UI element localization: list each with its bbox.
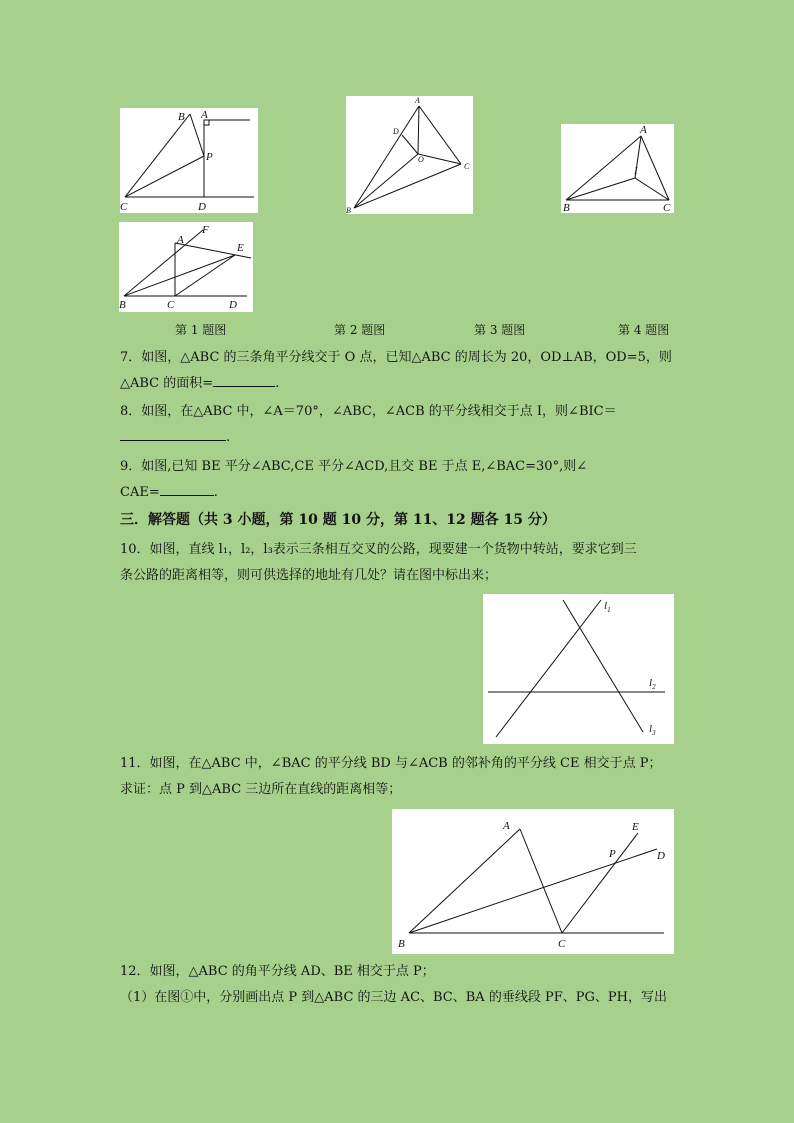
figure-1-diagram <box>120 108 258 213</box>
fig11-label-b: B <box>398 938 405 950</box>
q8-line-1: 8．如图，在△ABC 中，∠A＝70°，∠ABC，∠ACB 的平分线相交于点 I，则∠BIC＝ <box>120 404 617 419</box>
q8-line-2-end: . <box>226 430 231 445</box>
figure-4-diagram <box>119 222 253 312</box>
figure-4 <box>119 222 253 312</box>
fig4-label-e: E <box>237 242 244 254</box>
q9-line-1: 9．如图,已知 BE 平分∠ABC,CE 平分∠ACD,且交 BE 于点 E,∠BAC=30°,则∠ <box>120 459 588 474</box>
fig4-label-f: F <box>202 224 209 236</box>
q9-answer-blank[interactable] <box>160 481 214 496</box>
figure-2-diagram <box>346 96 473 214</box>
fig3-label-i: I <box>634 165 638 177</box>
fig11-label-a: A <box>503 820 510 832</box>
fig10-label-l2: $l_2$ <box>649 677 656 691</box>
figure-10-diagram <box>483 594 674 744</box>
figure-1 <box>120 108 258 213</box>
fig1-label-p: P <box>206 151 213 163</box>
q9-line-2-text: CAE= <box>120 485 160 500</box>
figure-11 <box>392 809 674 954</box>
fig1-label-b: B <box>178 111 185 123</box>
caption-fig-3: 第 3 题图 <box>474 323 526 337</box>
fig3-label-b: B <box>563 202 570 213</box>
figure-3 <box>561 124 674 213</box>
fig11-label-e: E <box>632 821 639 833</box>
fig2-label-o: O <box>418 155 424 164</box>
q9-line-2 <box>120 480 680 506</box>
fig4-label-b: B <box>119 299 126 311</box>
fig4-label-a: A <box>177 234 184 246</box>
fig10-label-l3: $l_3$ <box>649 723 656 737</box>
caption-fig-1: 第 1 题图 <box>175 323 227 337</box>
q9-line-2-end: . <box>213 485 218 500</box>
figure-3-diagram <box>561 124 674 213</box>
q10-line-2: 条公路的距离相等，则可供选择的地址有几处？请在图中标出来； <box>120 568 498 583</box>
figure-10 <box>483 594 674 744</box>
q8-answer-blank[interactable] <box>120 426 226 441</box>
fig10-label-l1: $l_1$ <box>604 600 611 614</box>
fig2-label-c: C <box>464 162 470 171</box>
q12-line-2: （1）在图①中，分别画出点 P 到△ABC 的三边 AC、BC、BA 的垂线段 PF、PG、PH，写出 <box>120 990 667 1005</box>
fig11-label-d: D <box>657 850 665 862</box>
section-3-heading: 三．解答题（共 3 小题，第 10 题 10 分，第 11、12 题各 15 分） <box>120 512 556 528</box>
q7-line-1: 7．如图，△ABC 的三条角平分线交于 O 点，已知△ABC 的周长为 20，OD⊥AB，OD=5，则 <box>120 350 672 365</box>
q7-line-2-text: △ABC 的面积= <box>120 376 214 391</box>
caption-fig-4: 第 4 题图 <box>618 323 670 337</box>
caption-fig-2: 第 2 题图 <box>334 323 386 337</box>
fig4-label-d: D <box>229 299 237 311</box>
fig1-label-d: D <box>198 201 206 213</box>
q7-answer-blank[interactable] <box>213 372 275 387</box>
figure-2 <box>346 96 473 214</box>
q8-line-2 <box>120 425 680 451</box>
fig1-label-a: A <box>201 109 208 121</box>
fig1-label-c: C <box>120 201 128 213</box>
fig2-label-d: D <box>393 127 399 136</box>
fig11-label-p: P <box>609 848 616 860</box>
fig2-label-a: A <box>415 96 420 105</box>
q10-line-1: 10．如图，直线 l₁，l₂，l₃表示三条相互交叉的公路，现要建一个货物中转站，要求它到三 <box>120 542 637 557</box>
q12-line-1: 12．如图，△ABC 的角平分线 AD、BE 相交于点 P； <box>120 964 435 979</box>
q7-line-2-end: . <box>275 376 280 391</box>
fig3-label-c: C <box>663 202 671 213</box>
fig11-label-c: C <box>558 938 566 950</box>
q7-line-2 <box>120 371 680 397</box>
fig3-label-a: A <box>640 124 647 136</box>
figure-11-diagram <box>392 809 674 954</box>
q11-line-2: 求证：点 P 到△ABC 三边所在直线的距离相等； <box>120 782 402 797</box>
fig4-label-c: C <box>167 299 175 311</box>
fig2-label-b: B <box>346 206 351 214</box>
q11-line-1: 11．如图，在△ABC 中，∠BAC 的平分线 BD 与∠ACB 的邻补角的平分线 CE 相交于点 P； <box>120 756 662 771</box>
